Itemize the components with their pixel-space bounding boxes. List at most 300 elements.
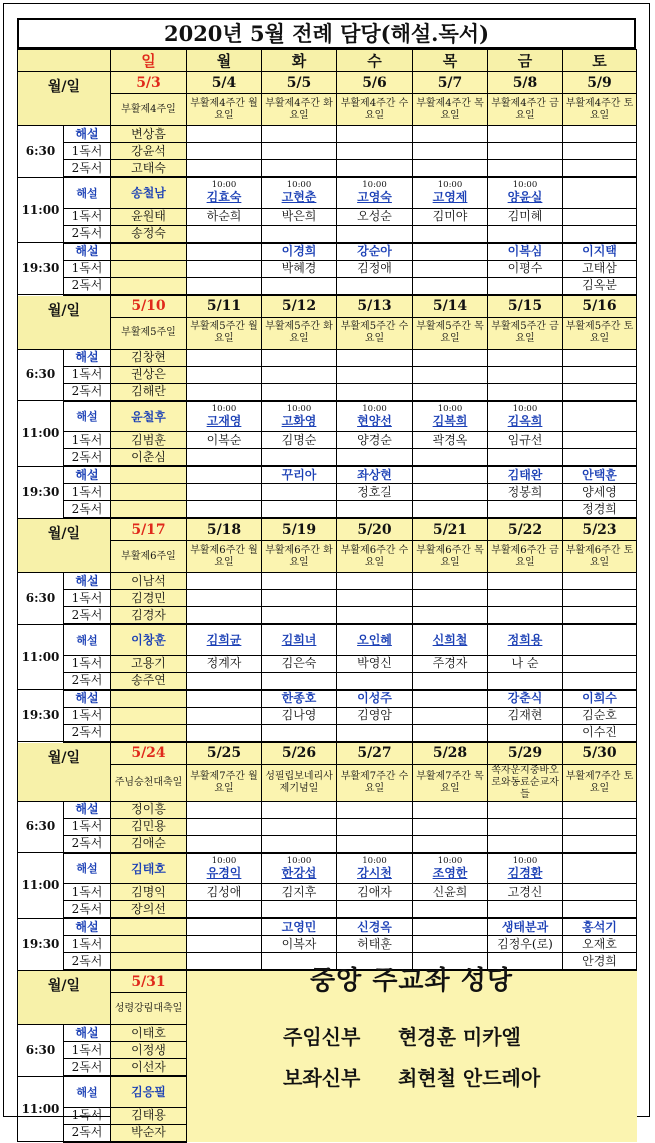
empty-cell <box>187 143 262 160</box>
mass-time: 10:00 <box>512 180 538 191</box>
sunday-reader: 윤철후 <box>111 401 187 432</box>
sunday-reader: 송철남 <box>111 177 187 208</box>
sunday-reader: 이선자 <box>111 1059 187 1077</box>
role-label: 1독서 <box>64 1107 111 1124</box>
mass-time: 10:00 <box>437 403 463 414</box>
evening-commentator: 신경옥 <box>337 918 413 936</box>
weekday-header-3: 수 <box>337 50 413 72</box>
evening-reader <box>262 501 337 519</box>
date-cell: 5/6 <box>337 72 413 94</box>
empty-cell <box>413 383 488 401</box>
role-label: 2독서 <box>64 383 111 401</box>
weekday-commentator <box>262 624 337 655</box>
evening-reader <box>488 501 563 519</box>
sunday-reader: 김민용 <box>111 818 187 835</box>
liturgy-name: 부활제7주간 목요일 <box>413 764 488 801</box>
empty-cell <box>488 366 563 383</box>
weekday-reader: 고경신 <box>488 884 563 901</box>
liturgy-name: 부활제6주간 토요일 <box>563 541 637 573</box>
liturgy-name: 부활제5주일 <box>111 317 187 349</box>
weekday-commentator <box>187 177 262 208</box>
weekday-header-2: 화 <box>262 50 337 72</box>
empty-cell <box>413 449 488 467</box>
empty-cell <box>262 366 337 383</box>
mass-1100-row <box>18 401 637 432</box>
empty-cell <box>262 143 337 160</box>
role-label: 2독서 <box>64 501 111 519</box>
empty-cell <box>262 801 337 818</box>
weekday-reader: 박영신 <box>337 655 413 672</box>
sunday-reader: 김경자 <box>111 607 187 625</box>
empty-cell <box>413 835 488 853</box>
mass-1100-row <box>18 853 637 884</box>
empty-cell <box>337 383 413 401</box>
commentator-name: 고현춘 <box>281 190 317 205</box>
sunday-reader: 고태숙 <box>111 160 187 178</box>
empty-cell <box>413 801 488 818</box>
mass-1930-row <box>18 501 637 519</box>
empty-cell <box>488 607 563 625</box>
evening-commentator <box>187 466 262 484</box>
weekday-reader: 하순희 <box>187 208 262 225</box>
mass-1930-row <box>18 690 637 708</box>
evening-reader <box>111 501 187 519</box>
empty-cell <box>262 160 337 178</box>
mass-1930-row <box>18 466 637 484</box>
sunday-reader: 송주연 <box>111 672 187 690</box>
commentator-name: 오인혜 <box>357 632 392 647</box>
weekday-reader: 김은숙 <box>262 655 337 672</box>
weekday-commentator <box>488 853 563 884</box>
sunday-reader: 김범훈 <box>111 432 187 449</box>
evening-reader <box>413 724 488 742</box>
evening-reader <box>187 501 262 519</box>
evening-reader <box>262 724 337 742</box>
date-cell: 5/12 <box>262 295 337 318</box>
evening-reader <box>111 724 187 742</box>
liturgy-name: 부활제4주간 월요일 <box>187 94 262 126</box>
assistant-name: 최현철 안드레아 <box>397 1066 541 1090</box>
role-label: 2독서 <box>64 835 111 853</box>
time-label: 6:30 <box>18 349 64 401</box>
liturgy-name: 부활제5주간 토요일 <box>563 317 637 349</box>
weekday-commentator <box>413 177 488 208</box>
mass-time: 10:00 <box>512 855 538 866</box>
sunday-reader: 변상흠 <box>111 126 187 143</box>
empty-cell <box>413 901 488 919</box>
mass-time: 10:00 <box>437 180 463 191</box>
role-label: 해설 <box>64 466 111 484</box>
empty-cell <box>187 366 262 383</box>
empty-cell <box>187 225 262 243</box>
role-label: 1독서 <box>64 366 111 383</box>
empty-cell <box>187 607 262 625</box>
sunday-reader: 이태호 <box>111 1025 187 1042</box>
weekday-reader: 김애자 <box>337 884 413 901</box>
role-label: 해설 <box>64 349 111 366</box>
evening-reader <box>413 260 488 277</box>
pastor-name: 현경훈 미카엘 <box>397 1025 521 1049</box>
empty-cell <box>488 672 563 690</box>
evening-reader: 안경희 <box>563 953 637 971</box>
time-label: 6:30 <box>18 573 64 625</box>
time-label: 19:30 <box>18 466 64 518</box>
liturgy-name: 부활제7주간 월요일 <box>187 764 262 801</box>
mass-1930-row <box>18 484 637 501</box>
role-label: 2독서 <box>64 901 111 919</box>
role-label: 1독서 <box>64 655 111 672</box>
evening-reader: 김영암 <box>337 707 413 724</box>
liturgy-name: 부활제5주간 수요일 <box>337 317 413 349</box>
weekday-commentator <box>563 853 637 884</box>
mass-time: 10:00 <box>286 403 312 414</box>
evening-reader <box>187 277 262 295</box>
evening-commentator: 이희수 <box>563 690 637 708</box>
date-cell: 5/15 <box>488 295 563 318</box>
liturgy-name-row <box>18 764 637 801</box>
mass-1930-row <box>18 243 637 261</box>
empty-cell <box>488 573 563 590</box>
weekday-commentator <box>187 624 262 655</box>
parish-footer <box>187 946 636 1096</box>
empty-cell <box>413 672 488 690</box>
empty-cell <box>488 143 563 160</box>
evening-reader: 이수진 <box>563 724 637 742</box>
mass-630-row <box>18 835 637 853</box>
empty-cell <box>262 449 337 467</box>
month-day-label: 월/일 <box>18 72 111 126</box>
role-label: 해설 <box>64 126 111 143</box>
empty-cell <box>187 449 262 467</box>
empty-cell <box>262 672 337 690</box>
mass-1100-row <box>18 208 637 225</box>
evening-commentator <box>413 690 488 708</box>
month-day-label: 월/일 <box>18 970 111 1025</box>
liturgy-name: 부활제4주간 수요일 <box>337 94 413 126</box>
liturgy-name: 부활제6주간 월요일 <box>187 541 262 573</box>
liturgy-name: 부활제4주일 <box>111 94 187 126</box>
mass-time: 10:00 <box>286 180 312 191</box>
commentator-name: 김경환 <box>507 865 543 880</box>
date-cell: 5/31 <box>111 970 187 993</box>
empty-cell <box>413 818 488 835</box>
evening-reader: 양세영 <box>563 484 637 501</box>
commentator-name: 한강섭 <box>281 865 317 880</box>
liturgy-name: 부활제7주간 토요일 <box>563 764 637 801</box>
evening-commentator <box>187 243 262 261</box>
time-label: 11:00 <box>18 177 64 243</box>
time-label: 6:30 <box>18 801 64 853</box>
date-cell: 5/20 <box>337 518 413 541</box>
liturgy-name: 성령강림대축일 <box>111 993 187 1025</box>
sunday-reader: 강윤석 <box>111 143 187 160</box>
weekday-reader: 양경순 <box>337 432 413 449</box>
empty-cell <box>262 818 337 835</box>
date-cell: 5/16 <box>563 295 637 318</box>
date-cell: 5/14 <box>413 295 488 318</box>
mass-1930-row <box>18 918 637 936</box>
empty-cell <box>488 349 563 366</box>
sunday-reader: 장의선 <box>111 901 187 919</box>
mass-time: 10:00 <box>512 403 538 414</box>
evening-commentator <box>413 918 488 936</box>
mass-630-row <box>18 160 637 178</box>
empty-cell <box>262 607 337 625</box>
role-label: 1독서 <box>64 884 111 901</box>
empty-cell <box>488 801 563 818</box>
empty-cell <box>488 160 563 178</box>
empty-cell <box>488 449 563 467</box>
date-cell: 5/11 <box>187 295 262 318</box>
empty-cell <box>187 835 262 853</box>
mass-1100-row <box>18 672 637 690</box>
date-cell: 5/3 <box>111 72 187 94</box>
role-label: 1독서 <box>64 208 111 225</box>
weekday-reader <box>563 884 637 901</box>
empty-cell <box>563 349 637 366</box>
empty-cell <box>187 383 262 401</box>
evening-commentator: 강춘식 <box>488 690 563 708</box>
mass-1930-row <box>18 277 637 295</box>
weekday-header-row <box>18 50 637 72</box>
evening-commentator: 꾸리아 <box>262 466 337 484</box>
month-day-label: 월/일 <box>18 518 111 573</box>
sunday-reader: 이남석 <box>111 573 187 590</box>
mass-time: 10:00 <box>362 403 387 414</box>
weekday-reader: 김성애 <box>187 884 262 901</box>
liturgy-name: 부활제7주간 수요일 <box>337 764 413 801</box>
mass-630-row <box>18 349 637 366</box>
evening-reader <box>111 707 187 724</box>
mass-630-row <box>18 366 637 383</box>
sunday-reader: 박순자 <box>111 1124 187 1142</box>
role-label: 해설 <box>64 801 111 818</box>
evening-reader: 김정애 <box>337 260 413 277</box>
date-cell: 5/8 <box>488 72 563 94</box>
liturgy-name: 부활제5주간 월요일 <box>187 317 262 349</box>
weekday-commentator <box>337 177 413 208</box>
weekday-commentator <box>488 177 563 208</box>
date-cell: 5/29 <box>488 742 563 765</box>
empty-cell <box>488 590 563 607</box>
weekday-reader: 주경자 <box>413 655 488 672</box>
mass-time: 10:00 <box>211 855 237 866</box>
weekday-commentator <box>413 624 488 655</box>
empty-cell <box>488 835 563 853</box>
date-cell: 5/17 <box>111 518 187 541</box>
evening-reader <box>488 724 563 742</box>
date-cell: 5/7 <box>413 72 488 94</box>
liturgy-name-row <box>18 541 637 573</box>
weekday-commentator <box>488 401 563 432</box>
mass-time: 10:00 <box>362 180 387 191</box>
time-label: 6:30 <box>18 1025 64 1077</box>
commentator-name: 신희철 <box>432 632 468 647</box>
liturgy-name: 주님승천대축일 <box>111 764 187 801</box>
empty-cell <box>337 143 413 160</box>
evening-commentator <box>111 243 187 261</box>
sunday-reader: 김명익 <box>111 884 187 901</box>
pastor-title: 주임신부 <box>283 1025 361 1049</box>
weekday-header-5: 금 <box>488 50 563 72</box>
evening-commentator <box>187 690 262 708</box>
liturgy-name: 부활제5주간 금요일 <box>488 317 563 349</box>
role-label: 해설 <box>64 177 111 208</box>
empty-cell <box>262 126 337 143</box>
commentator-name: 현양선 <box>357 413 392 428</box>
weekday-commentator <box>337 853 413 884</box>
empty-cell <box>337 607 413 625</box>
month-day-label: 월/일 <box>18 742 111 802</box>
empty-cell <box>337 801 413 818</box>
empty-cell <box>488 126 563 143</box>
month-day-label: 월/일 <box>18 295 111 350</box>
evening-reader: 김재현 <box>488 707 563 724</box>
role-label: 1독서 <box>64 484 111 501</box>
role-label: 2독서 <box>64 449 111 467</box>
empty-cell <box>563 835 637 853</box>
date-row <box>18 295 637 318</box>
weekday-commentator <box>563 177 637 208</box>
role-label: 해설 <box>64 1025 111 1042</box>
weekday-reader: 이복순 <box>187 432 262 449</box>
evening-commentator: 고영민 <box>262 918 337 936</box>
mass-630-row <box>18 143 637 160</box>
date-cell: 5/25 <box>187 742 262 765</box>
role-label: 1독서 <box>64 707 111 724</box>
liturgy-name: 쪽자운지중바오로와동료순교자들 <box>488 764 563 801</box>
empty-cell <box>413 607 488 625</box>
page-title: 2020년 5월 전례 담당(해설.독서) <box>17 18 636 49</box>
assistant-line <box>283 1062 540 1091</box>
role-label: 2독서 <box>64 724 111 742</box>
evening-commentator: 이지택 <box>563 243 637 261</box>
mass-time: 10:00 <box>211 180 237 191</box>
liturgy-name: 부활제6주간 수요일 <box>337 541 413 573</box>
weekday-commentator <box>262 177 337 208</box>
time-label: 11:00 <box>18 401 64 467</box>
mass-1100-row <box>18 449 637 467</box>
evening-reader <box>488 277 563 295</box>
weekday-reader: 정계자 <box>187 655 262 672</box>
empty-cell <box>187 573 262 590</box>
date-cell: 5/23 <box>563 518 637 541</box>
mass-630-row <box>18 818 637 835</box>
evening-reader: 박혜경 <box>262 260 337 277</box>
date-cell: 5/19 <box>262 518 337 541</box>
weekday-commentator <box>563 624 637 655</box>
role-label: 2독서 <box>64 1059 111 1077</box>
weekday-reader: 김지후 <box>262 884 337 901</box>
evening-reader: 이복자 <box>262 936 337 953</box>
sunday-reader: 김응필 <box>111 1076 187 1107</box>
commentator-name: 고영제 <box>432 190 468 205</box>
commentator-name: 양윤실 <box>507 190 543 205</box>
date-cell: 5/30 <box>563 742 637 765</box>
evening-commentator: 한종호 <box>262 690 337 708</box>
sunday-reader: 김애순 <box>111 835 187 853</box>
evening-commentator: 김태완 <box>488 466 563 484</box>
weekday-reader: 나 순 <box>488 655 563 672</box>
sunday-reader: 윤원태 <box>111 208 187 225</box>
mass-1100-row <box>18 225 637 243</box>
empty-cell <box>187 672 262 690</box>
evening-reader <box>337 501 413 519</box>
role-label: 해설 <box>64 243 111 261</box>
date-cell: 5/24 <box>111 742 187 765</box>
evening-commentator: 이경희 <box>262 243 337 261</box>
empty-cell <box>337 449 413 467</box>
mass-1930-row <box>18 707 637 724</box>
empty-cell <box>337 225 413 243</box>
role-label: 1독서 <box>64 1042 111 1059</box>
mass-630-row <box>18 126 637 143</box>
mass-1100-row <box>18 884 637 901</box>
empty-cell <box>413 590 488 607</box>
empty-cell <box>563 160 637 178</box>
liturgy-name-row <box>18 317 637 349</box>
weekday-commentator <box>413 853 488 884</box>
weekday-commentator <box>187 853 262 884</box>
role-label: 2독서 <box>64 672 111 690</box>
liturgy-name: 부활제5주간 목요일 <box>413 317 488 349</box>
date-cell: 5/18 <box>187 518 262 541</box>
evening-reader <box>187 724 262 742</box>
evening-reader <box>111 953 187 971</box>
weekday-reader: 김미야 <box>413 208 488 225</box>
empty-cell <box>563 590 637 607</box>
empty-cell <box>413 366 488 383</box>
empty-cell <box>413 225 488 243</box>
mass-time: 10:00 <box>437 855 463 866</box>
empty-cell <box>563 366 637 383</box>
role-label: 해설 <box>64 624 111 655</box>
evening-reader <box>111 936 187 953</box>
liturgy-name: 부활제4주간 금요일 <box>488 94 563 126</box>
sunday-reader: 김경민 <box>111 590 187 607</box>
date-row <box>18 518 637 541</box>
role-label: 1독서 <box>64 260 111 277</box>
weekday-reader <box>563 655 637 672</box>
mass-time: 10:00 <box>211 403 237 414</box>
weekday-header-0: 일 <box>111 50 187 72</box>
mass-1930-row <box>18 260 637 277</box>
time-label: 11:00 <box>18 1076 64 1142</box>
evening-reader: 정호길 <box>337 484 413 501</box>
mass-630-row <box>18 383 637 401</box>
empty-cell <box>563 449 637 467</box>
sunday-reader: 김태용 <box>111 1107 187 1124</box>
liturgy-name: 부활제4주간 토요일 <box>563 94 637 126</box>
commentator-name: 고화영 <box>281 413 317 428</box>
role-label: 1독서 <box>64 432 111 449</box>
commentator-name: 김희녀 <box>281 632 317 647</box>
liturgy-name: 부활제6주간 화요일 <box>262 541 337 573</box>
weekday-reader: 김미혜 <box>488 208 563 225</box>
evening-reader: 정봉희 <box>488 484 563 501</box>
empty-cell <box>563 801 637 818</box>
evening-reader <box>111 484 187 501</box>
empty-cell <box>563 818 637 835</box>
empty-cell <box>187 590 262 607</box>
weekday-commentator <box>262 853 337 884</box>
role-label: 2독서 <box>64 1124 111 1142</box>
date-cell: 5/26 <box>262 742 337 765</box>
empty-cell <box>413 126 488 143</box>
weekday-reader: 오성순 <box>337 208 413 225</box>
evening-commentator <box>413 243 488 261</box>
commentator-name: 유경익 <box>206 865 242 880</box>
